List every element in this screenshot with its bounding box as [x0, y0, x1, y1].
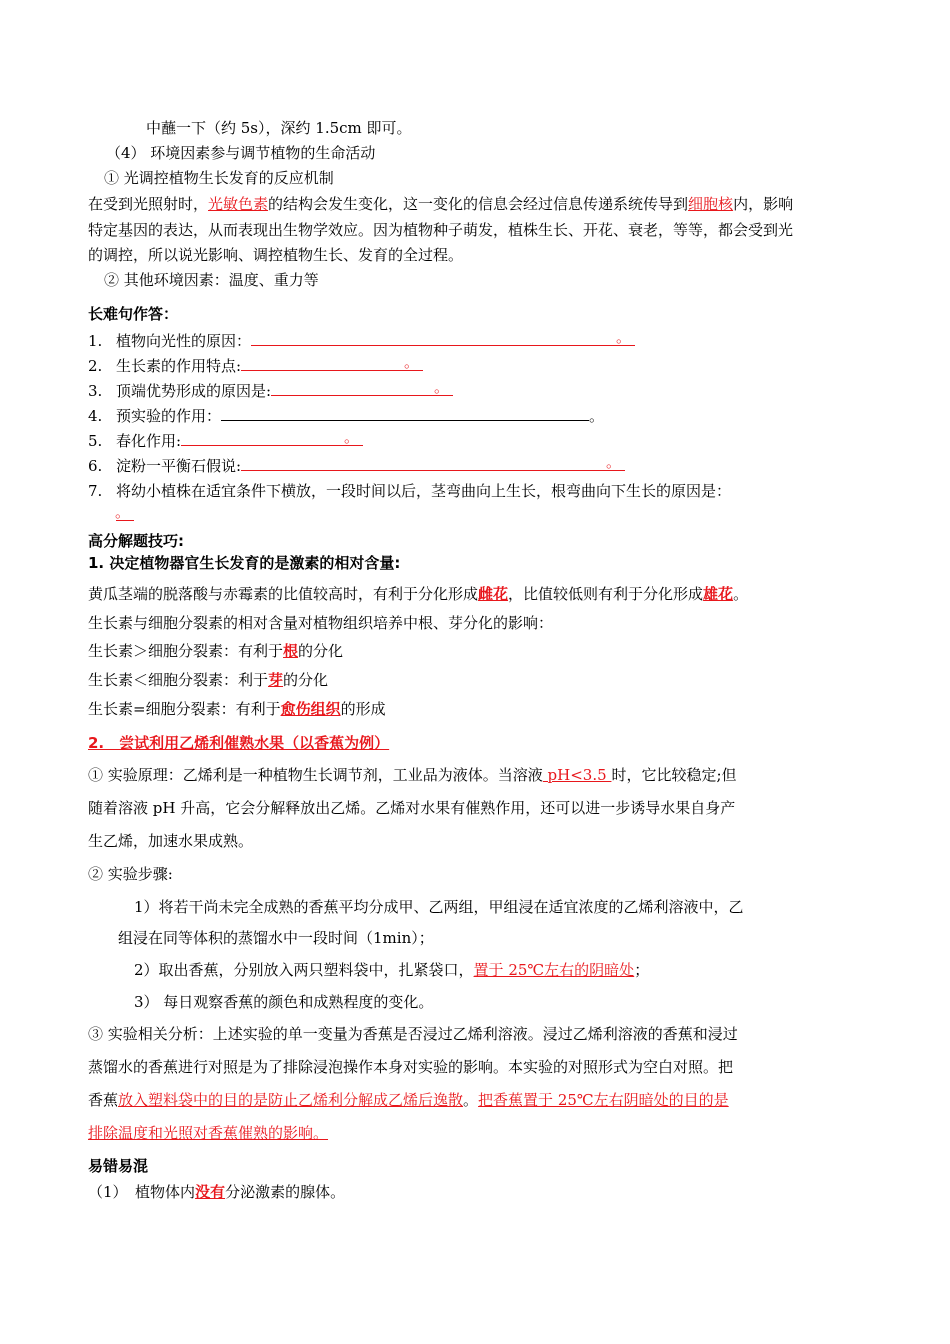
- paragraph-line: 3） 每日观察香蕉的颜色和成熟程度的变化。: [134, 993, 434, 1011]
- paragraph-line: 的调控，所以说光影响、调控植物生长、发育的全过程。: [88, 246, 464, 264]
- answer-text: 根: [283, 642, 299, 660]
- paragraph-line: ② 实验步骤:: [88, 865, 173, 883]
- text: 在受到光照射时，: [88, 195, 209, 213]
- answer-text: 没有: [195, 1183, 226, 1201]
- text-line: （4） 环境因素参与调节植物的生命活动: [106, 144, 376, 162]
- answer-text: 排除温度和光照对香蕉催熟的影响。: [88, 1124, 329, 1142]
- list-item: [88, 429, 363, 451]
- item-text: 生长素的作用特点:: [116, 357, 242, 375]
- sub-heading: 1. 决定植物器官生长发育的是激素的相对含量:: [88, 554, 401, 572]
- text: ，比值较低则有利于分化形成: [508, 585, 704, 603]
- list-item: [88, 454, 625, 476]
- item-number: 2.: [88, 357, 103, 375]
- paragraph-line: 蒸馏水的香蕉进行对照是为了排除浸泡操作本身对实验的影响。本实验的对照形式为空白对照。把: [88, 1058, 734, 1076]
- answer-text: pH<3.5: [542, 766, 612, 784]
- paragraph-line: [88, 194, 793, 214]
- paragraph-line: 2）取出香蕉，分别放入两只塑料袋中，扎紧袋口，置于 25℃左右的阴暗处；: [134, 961, 650, 979]
- answer-blank-line: [116, 504, 134, 526]
- answer-blank: [221, 404, 589, 421]
- item-number: 3.: [88, 382, 103, 400]
- section-heading: 长难句作答：: [88, 305, 179, 323]
- sub-heading: 2. 尝试利用乙烯利催熟水果（以香蕉为例）: [88, 734, 390, 752]
- paragraph-line: 1）将若干尚未完全成熟的香蕉平均分成甲、乙两组，甲组浸在适宜浓度的乙烯利溶液中，乙: [134, 898, 744, 916]
- item-text: 将幼小植株在适宜条件下横放，一段时间以后，茎弯曲向上生长，根弯曲向下生长的原因是：: [116, 482, 732, 500]
- paragraph-line: 组浸在同等体积的蒸馏水中一段时间（1min）；: [118, 929, 434, 947]
- item-number: 5.: [88, 432, 103, 450]
- answer-blank: 。: [251, 329, 635, 346]
- paragraph-line: 生长素=细胞分裂素：有利于愈伤组织的形成: [88, 700, 386, 718]
- paragraph-line: （1） 植物体内没有分泌激素的腺体。: [88, 1183, 346, 1201]
- answer-text: 置于 25℃左右的阴暗处: [473, 961, 635, 979]
- answer-text: 雄花: [703, 585, 734, 603]
- text-line: 中蘸一下（约 5s），深约 1.5cm 即可。: [146, 119, 412, 137]
- text: 黄瓜茎端的脱落酸与赤霉素的比值较高时，有利于分化形成: [88, 585, 479, 603]
- text: 的结构会发生变化，这一变化的信息会经过信息传递系统传导到: [268, 195, 689, 213]
- text: 内，影响: [733, 195, 794, 213]
- paragraph-line: 香蕉放入塑料袋中的目的是防止乙烯利分解成乙烯后逸散。把香蕉置于 25℃左右阴暗处的目的是: [88, 1091, 729, 1109]
- item-number: 1.: [88, 332, 103, 350]
- item-text: 春化作用:: [116, 432, 182, 450]
- list-item: [88, 329, 635, 351]
- paragraph-line: 生长素＜细胞分裂素：利于芽的分化: [88, 671, 329, 689]
- list-item: [88, 354, 423, 376]
- paragraph-line: 黄瓜茎端的脱落酸与赤霉素的比值较高时，有利于分化形成雌花，比值较低则有利于分化形成雄花。: [88, 585, 749, 603]
- answer-text: 细胞核: [688, 195, 734, 213]
- text-line: ② 其他环境因素：温度、重力等: [104, 271, 319, 289]
- answer-text: 把香蕉置于 25℃左右阴暗处的目的是: [478, 1091, 729, 1109]
- paragraph-line: 随着溶液 pH 升高，它会分解释放出乙烯。乙烯对水果有催熟作用，还可以进一步诱导水果自身产: [88, 799, 736, 817]
- list-item: [88, 379, 453, 401]
- answer-blank: 。: [271, 379, 453, 396]
- paragraph-line: ① 实验原理：乙烯利是一种植物生长调节剂，工业品为液体。当溶液 pH<3.5 时，它比较稳定;但: [88, 766, 737, 784]
- section-heading: 易错易混: [88, 1157, 149, 1175]
- paragraph-line: 生长素与细胞分裂素的相对含量对植物组织培养中根、芽分化的影响：: [88, 614, 554, 632]
- list-item: 4. 预实验的作用： 。: [88, 404, 604, 426]
- item-text: 植物向光性的原因：: [116, 332, 252, 350]
- answer-text: 愈伤组织: [280, 700, 341, 718]
- paragraph-line: 特定基因的表达，从而表现出生物学效应。因为植物种子萌发，植株生长、开花、衰老，等等，都会受到光: [88, 221, 794, 239]
- answer-text: 雌花: [478, 585, 509, 603]
- answer-blank: 。: [181, 429, 363, 446]
- paragraph-line: 生乙烯，加速水果成熟。: [88, 832, 254, 850]
- paragraph-line: ③ 实验相关分析：上述实验的单一变量为香蕉是否浸过乙烯利溶液。浸过乙烯利溶液的香蕉和浸过: [88, 1025, 738, 1043]
- answer-text: 芽: [268, 671, 284, 689]
- item-number: 4.: [88, 407, 103, 425]
- answer-blank: 。: [241, 454, 625, 471]
- text-line: ① 光调控植物生长发育的反应机制: [104, 169, 334, 187]
- section-heading: 高分解题技巧:: [88, 532, 184, 550]
- item-text: 顶端优势形成的原因是:: [116, 382, 272, 400]
- list-item: [88, 481, 731, 501]
- answer-blank: 。: [116, 504, 134, 521]
- item-text: 预实验的作用：: [116, 407, 222, 425]
- item-number: 7.: [88, 482, 103, 500]
- item-text: 淀粉一平衡石假说:: [116, 457, 242, 475]
- paragraph-line: 生长素＞细胞分裂素：有利于根的分化: [88, 642, 344, 660]
- answer-text: 光敏色素: [208, 195, 269, 213]
- answer-blank: 。: [241, 354, 423, 371]
- answer-text: 放入塑料袋中的目的是防止乙烯利分解成乙烯后逸散: [118, 1091, 464, 1109]
- item-number: 6.: [88, 457, 103, 475]
